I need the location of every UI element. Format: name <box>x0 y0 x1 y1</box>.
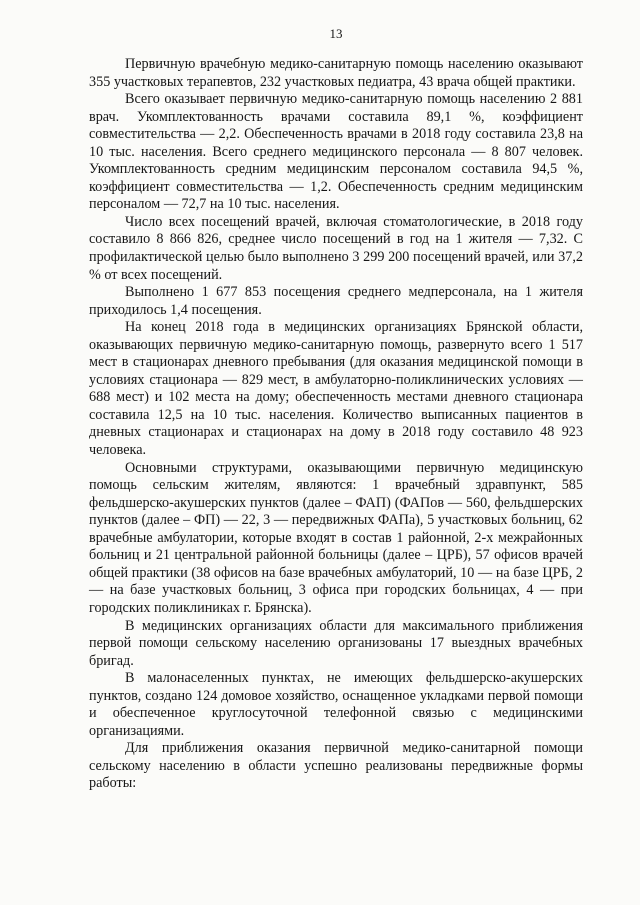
page-number: 13 <box>329 26 343 41</box>
paragraph-household-kits: В малонаселенных пунктах, не имеющих фельдшерско-акушерских пунктов, создано 124 домовое хозяйство, оснащенное укладками первой помощи и обеспеченное круглосуточной телефонной связью с медицинскими организациями. <box>89 670 583 739</box>
paragraph-nurse-visits: Выполнено 1 677 853 посещения среднего медперсонала, на 1 жителя приходилось 1,4 посещения. <box>89 284 583 318</box>
paragraph-rural-structures: Основными структурами, оказывающими первичную медицинскую помощь сельским жителям, являются: 1 врачебный здравпункт, 585 фельдшерско-акушерских пунктов (далее – ФАП) (ФАПов — 560, фельдшерских пунктов (далее – ФП) — 22, 3 — передвижных ФАПа), 5 участковых больниц, 62 врачебные амбулатории, которые входят в состав 1 районной, 2-х межрайонных больниц и 21 центральной районной больницы (далее – ЦРБ), 57 офисов врачей общей практики (38 офисов на базе врачебных амбулаторий, 10 — на базе ЦРБ, 2 — на базе участковых больниц, 3 офиса при городских больницах, 4 — при городских поликлиниках г. Брянска). <box>89 459 583 616</box>
paragraph-mobile-forms: Для приближения оказания первичной медико-санитарной помощи сельскому населению в области успешно реализованы передвижные формы работы: <box>89 740 583 792</box>
paragraph-primary-care-staff: Первичную врачебную медико-санитарную помощь населению оказывают 355 участковых терапевтов, 232 участковых педиатра, 43 врача общей практики. <box>89 56 583 90</box>
paragraph-staffing-levels: Всего оказывает первичную медико-санитарную помощь населению 2 881 врач. Укомплектованность врачами составила 89,1 %, коэффициент совместительства — 2,2. Обеспеченность врачами в 2018 году составила 23,8 на 10 тыс. населения. Всего среднего медицинского персонала — 8 807 человек. Укомплектованность средним медицинским персоналом составила 94,5 %, коэффициент совместительства — 1,2. Обеспеченность средним медицинским персоналом — 72,7 на 10 тыс. населения. <box>89 91 583 213</box>
paragraph-day-hospitals: На конец 2018 года в медицинских организациях Брянской области, оказывающих первичную медико-санитарную помощь, развернуто всего 1 517 мест в стационарах дневного пребывания (для оказания медицинской помощи в условиях стационара — 829 мест, в амбулаторно-поликлинических условиях — 688 мест) и 102 места на дому; обеспеченность местами дневного стационара составила 12,5 на 10 тыс. населения. Количество выписанных пациентов в дневных стационарах и стационарах на дому в 2018 году составило 48 923 человека. <box>89 319 583 459</box>
paragraph-visits-count: Число всех посещений врачей, включая стоматологические, в 2018 году составило 8 866 826, среднее число посещений в год на 1 жителя — 7,32. С профилактической целью было выполнено 3 299 200 посещений врачей, или 37,2 % от всех посещений. <box>89 213 583 283</box>
paragraph-mobile-teams: В медицинских организациях области для максимального приближения первой помощи сельскому населению организованы 17 выездных врачебных бригад. <box>89 617 583 669</box>
